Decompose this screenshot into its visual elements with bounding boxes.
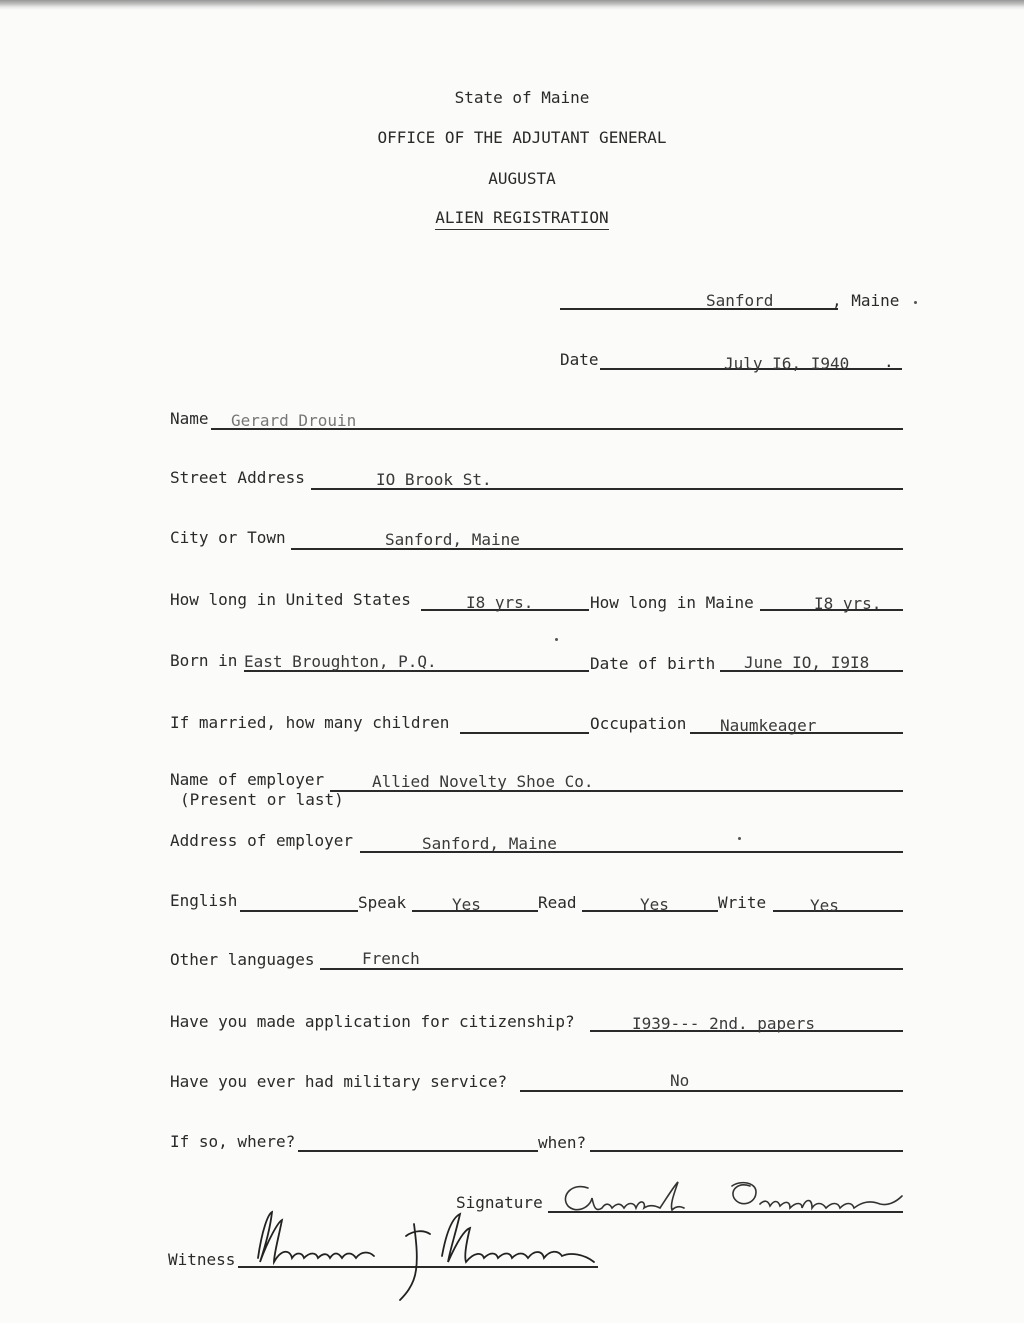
speck <box>738 837 741 840</box>
where-line <box>298 1150 538 1152</box>
header-state: State of Maine <box>454 88 590 107</box>
employer-value: Allied Novelty Shoe Co. <box>372 772 594 791</box>
header-office: OFFICE OF THE ADJUTANT GENERAL <box>377 128 667 147</box>
date-of-birth-value: June IO, I9I8 <box>744 653 870 672</box>
speck <box>914 301 917 304</box>
military-line <box>520 1090 903 1092</box>
how-long-us-value: I8 yrs. <box>466 593 534 612</box>
city-value: Sanford, Maine <box>385 530 520 549</box>
witness-handwriting <box>238 1200 610 1315</box>
city-line <box>291 548 903 550</box>
how-long-maine-label: How long in Maine <box>590 593 754 612</box>
speak-value: Yes <box>452 895 481 914</box>
born-in-value: East Broughton, P.Q. <box>244 652 437 671</box>
write-value: Yes <box>810 896 839 915</box>
when-line <box>590 1150 903 1152</box>
married-label: If married, how many children <box>170 713 450 732</box>
born-in-label: Born in <box>170 651 238 670</box>
signature-text: Gerard Drouin <box>550 1168 558 1169</box>
date-trail: . <box>884 352 894 371</box>
place-state: , Maine <box>832 291 900 310</box>
city-label: City or Town <box>170 528 286 547</box>
date-of-birth-label: Date of birth <box>590 654 716 673</box>
date-value: July I6, I940 <box>724 354 850 373</box>
employer-sublabel: (Present or last) <box>180 790 344 809</box>
street-label: Street Address <box>170 468 305 487</box>
other-languages-line <box>320 968 903 970</box>
read-value: Yes <box>640 895 669 914</box>
read-label: Read <box>538 893 577 912</box>
name-label: Name <box>170 409 209 428</box>
other-languages-label: Other languages <box>170 950 315 969</box>
english-line <box>240 910 358 912</box>
speak-label: Speak <box>358 893 407 912</box>
date-label: Date <box>560 350 599 369</box>
other-languages-value: French <box>362 949 420 968</box>
signature-label: Signature <box>456 1193 543 1212</box>
military-value: No <box>670 1071 690 1090</box>
citizenship-value: I939--- 2nd. papers <box>632 1014 816 1033</box>
place-town: Sanford <box>706 291 774 310</box>
write-label: Write <box>718 893 767 912</box>
employer-label: Name of employer <box>170 770 325 789</box>
employer-address-value: Sanford, Maine <box>422 834 557 853</box>
where-label: If so, where? <box>170 1132 296 1151</box>
form-title-text: ALIEN REGISTRATION <box>435 208 608 230</box>
military-label: Have you ever had military service? <box>170 1072 508 1091</box>
witness-text: Maurice J. Maurice <box>238 1200 249 1201</box>
witness-label: Witness <box>168 1250 236 1269</box>
header-city: AUGUSTA <box>488 169 556 188</box>
married-line <box>460 732 589 734</box>
scan-edge <box>0 0 1024 10</box>
occupation-value: Naumkeager <box>720 716 817 735</box>
when-label: when? <box>538 1133 587 1152</box>
how-long-maine-value: I8 yrs. <box>814 594 882 613</box>
how-long-us-label: How long in United States <box>170 590 411 609</box>
place-line <box>560 308 838 310</box>
occupation-label: Occupation <box>590 714 687 733</box>
street-value: IO Brook St. <box>376 470 492 489</box>
name-value: Gerard Drouin <box>231 411 357 430</box>
form-title <box>0 208 1024 227</box>
english-label: English <box>170 891 238 910</box>
speck <box>555 638 558 641</box>
citizenship-label: Have you made application for citizenship? <box>170 1012 575 1031</box>
employer-address-label: Address of employer <box>170 831 354 850</box>
